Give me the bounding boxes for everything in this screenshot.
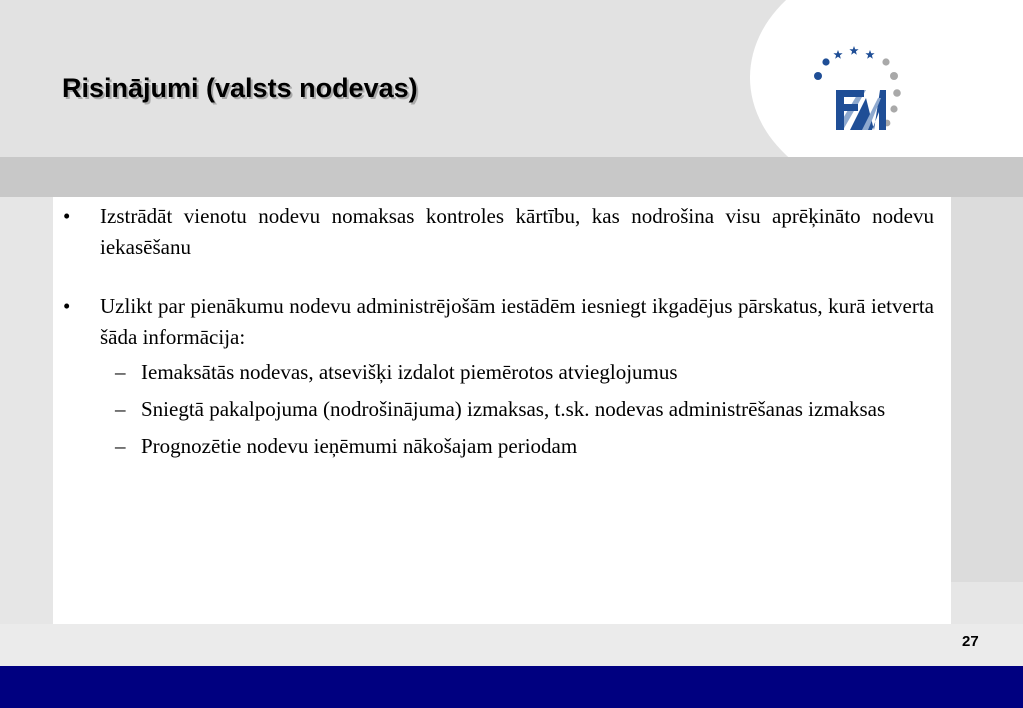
- sub-bullet-text: Sniegtā pakalpojuma (nodrošinājuma) izmaksas, t.sk. nodevas administrēšanas izmaksas: [141, 397, 886, 421]
- sub-bullet-text: Iemaksātās nodevas, atsevišķi izdalot piemērotos atvieglojumus: [141, 360, 678, 384]
- star-icon: [833, 50, 842, 59]
- bullet-list: [60, 201, 934, 468]
- slide-title: Risinājumi (valsts nodevas): [62, 73, 418, 103]
- bullet-text: Izstrādāt vienotu nodevu nomaksas kontroles kārtību, kas nodrošina visu aprēķināto nodevu iekasēšanu: [100, 204, 934, 259]
- fm-logo-icon: [806, 42, 906, 134]
- sub-list-item: [100, 431, 934, 462]
- star-icon: [865, 50, 874, 59]
- list-item: [60, 291, 934, 462]
- bullet-marker: •: [63, 204, 71, 228]
- dash-marker: –: [115, 397, 126, 421]
- sub-bullet-text: Prognozētie nodevu ieņēmumi nākošajam periodam: [141, 434, 578, 458]
- right-margin-panel: [951, 197, 1023, 582]
- dash-marker: –: [115, 360, 126, 384]
- header-divider-strip: [0, 157, 1023, 197]
- sub-list-item: [100, 357, 934, 388]
- bullet-marker: •: [63, 294, 71, 318]
- lower-band: [0, 624, 1023, 666]
- star-icon: [849, 46, 858, 55]
- footer-bar: [0, 666, 1023, 708]
- sub-list-item: [100, 394, 934, 425]
- sub-bullet-list: [100, 357, 934, 462]
- list-item: [60, 201, 934, 263]
- dash-marker: –: [115, 434, 126, 458]
- left-margin-panel: [0, 197, 53, 624]
- bullet-text: Uzlikt par pienākumu nodevu administrējošām iestādēm iesniegt ikgadējus pārskatus, kurā ietverta šāda informācija:: [100, 294, 934, 349]
- page-number: 27: [962, 633, 979, 650]
